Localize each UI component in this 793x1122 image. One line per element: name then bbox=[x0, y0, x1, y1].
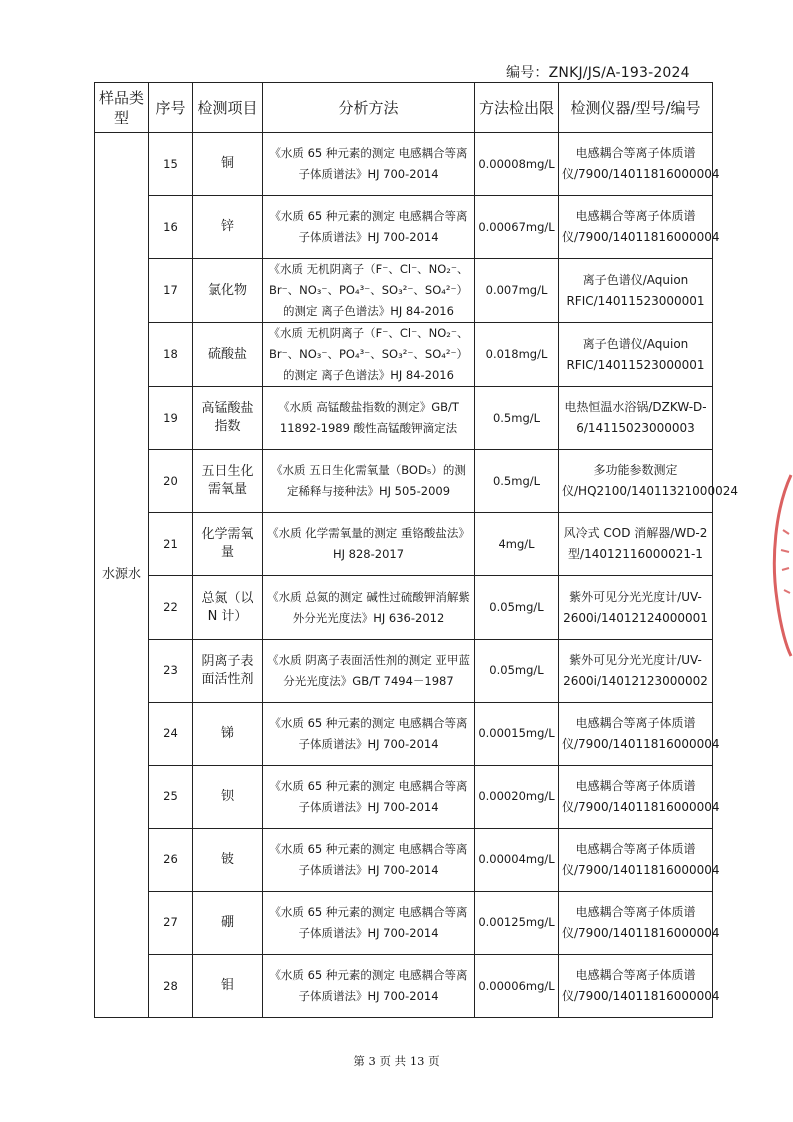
method-cell: 《水质 65 种元素的测定 电感耦合等离子体质谱法》HJ 700-2014 bbox=[263, 955, 475, 1018]
document-number: 编号：ZNKJ/JS/A-193-2024 bbox=[506, 65, 690, 81]
item-cell: 阴离子表面活性剂 bbox=[193, 639, 263, 702]
table-row bbox=[95, 955, 713, 1018]
table-row bbox=[95, 387, 713, 450]
instrument-cell: 多功能参数测定仪/HQ2100/14011321000024 bbox=[559, 450, 713, 513]
item-cell: 钡 bbox=[193, 765, 263, 828]
instrument-cell: 电感耦合等离子体质谱仪/7900/14011816000004 bbox=[559, 955, 713, 1018]
page-footer: 第 3 页 共 13 页 bbox=[353, 1054, 440, 1068]
limit-cell: 0.05mg/L bbox=[475, 639, 559, 702]
item-cell: 化学需氧量 bbox=[193, 513, 263, 576]
limit-cell: 0.5mg/L bbox=[475, 387, 559, 450]
table-row bbox=[95, 259, 713, 323]
seq-cell: 24 bbox=[149, 702, 193, 765]
item-cell: 锑 bbox=[193, 702, 263, 765]
seq-cell: 28 bbox=[149, 955, 193, 1018]
method-cell: 《水质 高锰酸盐指数的测定》GB/T 11892-1989 酸性高锰酸钾滴定法 bbox=[263, 387, 475, 450]
table-row bbox=[95, 891, 713, 954]
table-body bbox=[95, 133, 738, 1018]
method-cell: 《水质 无机阴离子（F⁻、Cl⁻、NO₂⁻、Br⁻、NO₃⁻、PO₄³⁻、SO₃²⁻、SO₄²⁻）的测定 离子色谱法》HJ 84-2016 bbox=[263, 323, 475, 387]
limit-cell: 0.00008mg/L bbox=[475, 133, 559, 196]
table-row bbox=[95, 513, 713, 576]
limit-cell: 0.00006mg/L bbox=[475, 955, 559, 1018]
instrument-cell: 紫外可见分光光度计/UV-2600i/14012123000002 bbox=[559, 639, 713, 702]
item-cell: 氯化物 bbox=[193, 259, 263, 323]
limit-cell: 4mg/L bbox=[475, 513, 559, 576]
item-cell: 五日生化需氧量 bbox=[193, 450, 263, 513]
table-row bbox=[95, 196, 713, 259]
instrument-cell: 电感耦合等离子体质谱仪/7900/14011816000004 bbox=[559, 133, 713, 196]
seq-cell: 18 bbox=[149, 323, 193, 387]
item-cell: 总氮（以 N 计） bbox=[193, 576, 263, 639]
table-header-row bbox=[95, 83, 713, 133]
method-cell: 《水质 65 种元素的测定 电感耦合等离子体质谱法》HJ 700-2014 bbox=[263, 765, 475, 828]
seq-cell: 27 bbox=[149, 891, 193, 954]
limit-cell: 0.00125mg/L bbox=[475, 891, 559, 954]
item-cell: 铍 bbox=[193, 828, 263, 891]
table-row bbox=[95, 323, 713, 387]
seq-cell: 15 bbox=[149, 133, 193, 196]
limit-cell: 0.00067mg/L bbox=[475, 196, 559, 259]
method-cell: 《水质 65 种元素的测定 电感耦合等离子体质谱法》HJ 700-2014 bbox=[263, 133, 475, 196]
seq-cell: 20 bbox=[149, 450, 193, 513]
table-row bbox=[95, 576, 713, 639]
test-methods-table bbox=[94, 82, 738, 1018]
limit-cell: 0.00020mg/L bbox=[475, 765, 559, 828]
header-method: 分析方法 bbox=[263, 83, 475, 133]
seq-cell: 23 bbox=[149, 639, 193, 702]
seq-cell: 26 bbox=[149, 828, 193, 891]
method-cell: 《水质 无机阴离子（F⁻、Cl⁻、NO₂⁻、Br⁻、NO₃⁻、PO₄³⁻、SO₃²⁻、SO₄²⁻）的测定 离子色谱法》HJ 84-2016 bbox=[263, 259, 475, 323]
limit-cell: 0.00004mg/L bbox=[475, 828, 559, 891]
table-row bbox=[95, 702, 713, 765]
method-cell: 《水质 五日生化需氧量（BOD₅）的测定稀释与接种法》HJ 505-2009 bbox=[263, 450, 475, 513]
seq-cell: 17 bbox=[149, 259, 193, 323]
limit-cell: 0.007mg/L bbox=[475, 259, 559, 323]
red-stamp-edge bbox=[765, 470, 793, 660]
item-cell: 铜 bbox=[193, 133, 263, 196]
item-cell: 硼 bbox=[193, 891, 263, 954]
instrument-cell: 电感耦合等离子体质谱仪/7900/14011816000004 bbox=[559, 196, 713, 259]
limit-cell: 0.00015mg/L bbox=[475, 702, 559, 765]
item-cell: 锌 bbox=[193, 196, 263, 259]
limit-cell: 0.5mg/L bbox=[475, 450, 559, 513]
instrument-cell: 电感耦合等离子体质谱仪/7900/14011816000004 bbox=[559, 702, 713, 765]
method-cell: 《水质 总氮的测定 碱性过硫酸钾消解紫外分光光度法》HJ 636-2012 bbox=[263, 576, 475, 639]
instrument-cell: 离子色谱仪/Aquion RFIC/14011523000001 bbox=[559, 323, 713, 387]
instrument-cell: 电感耦合等离子体质谱仪/7900/14011816000004 bbox=[559, 765, 713, 828]
seq-cell: 21 bbox=[149, 513, 193, 576]
item-cell: 高锰酸盐指数 bbox=[193, 387, 263, 450]
seq-cell: 19 bbox=[149, 387, 193, 450]
seq-cell: 25 bbox=[149, 765, 193, 828]
seq-cell: 22 bbox=[149, 576, 193, 639]
header-item: 检测项目 bbox=[193, 83, 263, 133]
method-cell: 《水质 65 种元素的测定 电感耦合等离子体质谱法》HJ 700-2014 bbox=[263, 891, 475, 954]
header-sample-type: 样品类型 bbox=[95, 83, 149, 133]
method-cell: 《水质 65 种元素的测定 电感耦合等离子体质谱法》HJ 700-2014 bbox=[263, 828, 475, 891]
instrument-cell: 风冷式 COD 消解器/WD-2 型/14012116000021-1 bbox=[559, 513, 713, 576]
item-cell: 硫酸盐 bbox=[193, 323, 263, 387]
method-cell: 《水质 65 种元素的测定 电感耦合等离子体质谱法》HJ 700-2014 bbox=[263, 196, 475, 259]
table-row bbox=[95, 133, 713, 196]
item-cell: 钼 bbox=[193, 955, 263, 1018]
instrument-cell: 电热恒温水浴锅/DZKW-D-6/14115023000003 bbox=[559, 387, 713, 450]
table-row bbox=[95, 639, 713, 702]
method-cell: 《水质 阴离子表面活性剂的测定 亚甲蓝分光光度法》GB/T 7494－1987 bbox=[263, 639, 475, 702]
instrument-cell: 电感耦合等离子体质谱仪/7900/14011816000004 bbox=[559, 891, 713, 954]
instrument-cell: 离子色谱仪/Aquion RFIC/14011523000001 bbox=[559, 259, 713, 323]
instrument-cell: 电感耦合等离子体质谱仪/7900/14011816000004 bbox=[559, 828, 713, 891]
header-instrument: 检测仪器/型号/编号 bbox=[559, 83, 713, 133]
sample-type-cell: 水源水 bbox=[95, 133, 149, 1018]
method-cell: 《水质 65 种元素的测定 电感耦合等离子体质谱法》HJ 700-2014 bbox=[263, 702, 475, 765]
method-cell: 《水质 化学需氧量的测定 重铬酸盐法》HJ 828-2017 bbox=[263, 513, 475, 576]
limit-cell: 0.05mg/L bbox=[475, 576, 559, 639]
limit-cell: 0.018mg/L bbox=[475, 323, 559, 387]
instrument-cell: 紫外可见分光光度计/UV-2600i/14012124000001 bbox=[559, 576, 713, 639]
header-seq: 序号 bbox=[149, 83, 193, 133]
table-row bbox=[95, 828, 713, 891]
seq-cell: 16 bbox=[149, 196, 193, 259]
table-row bbox=[95, 450, 713, 513]
header-limit: 方法检出限 bbox=[475, 83, 559, 133]
table-row bbox=[95, 765, 713, 828]
